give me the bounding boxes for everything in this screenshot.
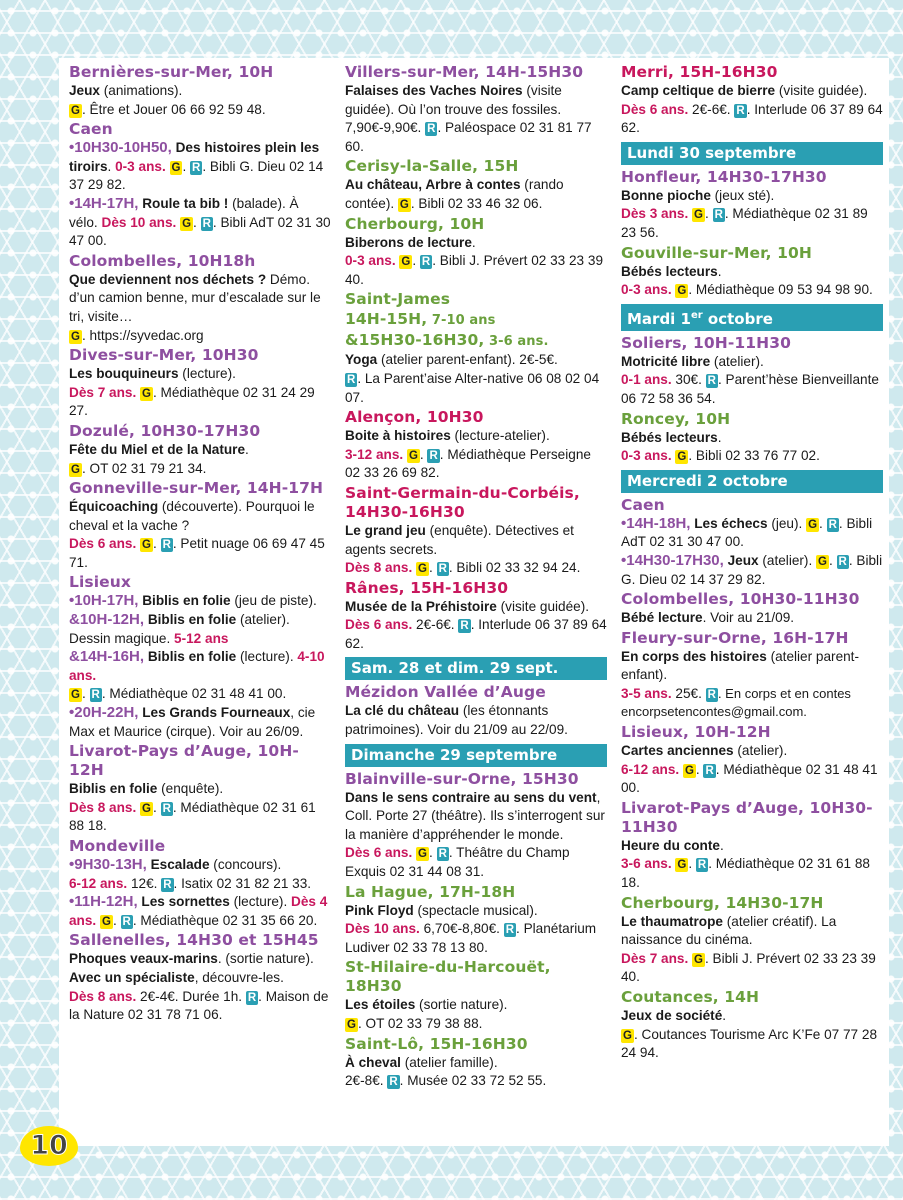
event-heading: Lisieux xyxy=(69,573,131,592)
event-cerisy: Cerisy-la-Salle, 15H Au château, Arbre à contes (rando contée). G . Bibli 02 33 46 32 06. xyxy=(345,157,607,213)
event-heading: Villers-sur-Mer, 14H-15H30 xyxy=(345,63,584,81)
event-gonneville: Gonneville-sur-Mer, 14H-17H Équicoaching (découverte). Pourquoi le cheval et la vache ? Dès 6 ans. G . R . Petit nuage 06 69 47 45 71. xyxy=(69,479,331,572)
event-cherbourg-2: Cherbourg, 14H30-17H Le thaumatrope (atelier créatif). La naissance du cinéma. Dès 7 ans. G . Bibli J. Prévert 02 33 23 39 40. xyxy=(621,894,883,987)
event-dozule: Dozulé, 10H30-17H30 Fête du Miel et de la Nature. G . OT 02 31 79 21 34. xyxy=(69,422,331,478)
event-heading: Saint-Germain-du-Corbéis, 14H30-16H30 xyxy=(345,483,580,521)
event-heading: Merri, 15H-16H30 xyxy=(621,63,778,81)
event-merri: Merri, 15H-16H30 Camp celtique de bierre (visite guidée). Dès 6 ans. 2€-6€. R . Interlude 06 37 89 64 62. xyxy=(621,63,883,136)
event-saint-germain: Saint-Germain-du-Corbéis, 14H30-16H30 Le grand jeu (enquête). Détectives et agents secrets. Dès 8 ans. G . R . Bibli 02 33 32 94 24. xyxy=(345,484,607,578)
badge-g: G xyxy=(71,104,80,117)
event-sallenelles: Sallenelles, 14H30 et 15H45 Phoques veaux-marins. (sortie nature). Avec un spécialiste, découvre-les. Dès 8 ans. 2€-4€. Durée 1h. R . Maison de la Nature 02 31 78 71 06. xyxy=(69,931,331,1024)
event-heading: Cherbourg, 10H xyxy=(345,214,485,233)
column-2 xyxy=(345,62,607,1091)
date-bar: Dimanche 29 septembre xyxy=(345,744,607,767)
event-heading: Honfleur, 14H30-17H30 xyxy=(621,167,827,186)
event-roncey: Roncey, 10H Bébés lecteurs. 0-3 ans. G . Bibli 02 33 76 77 02. xyxy=(621,410,883,466)
event-caen-2: Caen •14H-18H, Les échecs (jeu). G . R . Bibli AdT 02 31 30 47 00. •14H30-17H30, Jeux (atelier). G . R . Bibli G. Dieu 02 14 37 29 82. xyxy=(621,495,883,587)
event-heading: Gonneville-sur-Mer, 14H-17H xyxy=(69,479,324,498)
event-heading: Gouville-sur-Mer, 10H xyxy=(621,243,812,262)
event-saint-lo: Saint-Lô, 15H-16H30 À cheval (atelier famille). 2€-8€. R . Musée 02 33 72 52 55. xyxy=(345,1035,607,1091)
event-heading: Colombelles, 10H18h xyxy=(69,251,256,270)
event-bernieres: Bernières-sur-Mer, 10H Jeux (animations). G . Être et Jouer 06 66 92 59 48. xyxy=(69,63,331,119)
agenda-panel xyxy=(59,58,889,1146)
event-heading: Roncey, 10H xyxy=(621,409,731,428)
event-saint-james: Saint-James 14H-15H, 7-10 ans &15H30-16H30, 3-6 ans. Yoga (atelier parent-enfant). 2€-5€. R . La Parent’aise Alter-native 06 08 02 04 07. xyxy=(345,290,607,407)
event-heading: St-Hilaire-du-Harcouët, 18H30 xyxy=(345,958,551,996)
event-heading: Coutances, 14H xyxy=(621,988,760,1006)
column-3 xyxy=(621,62,883,1063)
event-colombelles: Colombelles, 10H18h Que deviennent nos déchets ? Démo. d’un camion benne, mur d’escalade sur le tri, visite… G . https://syvedac.org xyxy=(69,252,331,345)
event-heading: Dives-sur-Mer, 10H30 xyxy=(69,346,259,365)
event-alencon: Alençon, 10H30 Boite à histoires (lecture-atelier). 3-12 ans. G . R . Médiathèque Perseigne 02 33 26 69 82. xyxy=(345,408,607,483)
event-heading: Fleury-sur-Orne, 16H-17H xyxy=(621,628,849,647)
event-honfleur: Honfleur, 14H30-17H30 Bonne pioche (jeux sté). Dès 3 ans. G . R . Médiathèque 02 31 89 23 56. xyxy=(621,168,883,243)
event-livarot: Livarot-Pays d’Auge, 10H-12H Biblis en folie (enquête). Dès 8 ans. G . R . Médiathèque 02 31 61 88 18. xyxy=(69,742,331,836)
event-mondeville: Mondeville •9H30-13H, Escalade (concours). 6-12 ans. 12€. R . Isatix 02 31 82 21 33. •11H-12H, Les sornettes (lecture). Dès 4 ans. G . R . Médiathèque 02 31 35 66 20. xyxy=(69,837,331,930)
event-heading: Sallenelles, 14H30 et 15H45 xyxy=(69,931,319,950)
event-heading: Lisieux, 10H-12H xyxy=(621,723,771,742)
date-bar: Lundi 30 septembre xyxy=(621,142,883,165)
event-heading: Cerisy-la-Salle, 15H xyxy=(345,157,519,176)
event-lisieux: Lisieux •10H-17H, Biblis en folie (jeu de piste). &10H-12H, Biblis en folie (atelier). Dessin magique. 5-12 ans &14H-16H, Biblis en folie (lecture). 4-10 ans. G . R . Médiathèque 02 31 48 41 00. •20H-22H, Les Grands Fourneaux, cie Max et Maurice (cirque). Voir au 26/09. xyxy=(69,573,331,741)
event-heading: Blainville-sur-Orne, 15H30 xyxy=(345,769,579,788)
event-mezidon: Mézidon Vallée d’Auge La clé du château (les étonnants patrimoines). Voir du 21/09 au 22/09. xyxy=(345,683,607,739)
event-heading: Soliers, 10H-11H30 xyxy=(621,333,791,352)
event-lisieux-2: Lisieux, 10H-12H Cartes anciennes (atelier). 6-12 ans. G . R . Médiathèque 02 31 48 41 00. xyxy=(621,723,883,798)
event-heading: Cherbourg, 14H30-17H xyxy=(621,893,824,912)
event-ranes: Rânes, 15H-16H30 Musée de la Préhistoire (visite guidée). Dès 6 ans. 2€-6€. R . Interlude 06 37 89 64 62. xyxy=(345,578,607,651)
event-caen: Caen •10H30-10H50, Des histoires plein les tiroirs. 0-3 ans. G . R . Bibli G. Dieu 02 14 37 29 82. •14H-17H, Roule ta bib ! (balade). À vélo. Dès 10 ans. G . R . Bibli AdT 02 31 30 47 00. xyxy=(69,120,331,249)
event-la-hague: La Hague, 17H-18H Pink Floyd (spectacle musical). Dès 10 ans. 6,70€-8,80€. R . Planétarium Ludiver 02 33 78 13 80. xyxy=(345,883,607,958)
event-gouville: Gouville-sur-Mer, 10H Bébés lecteurs. 0-3 ans. G . Médiathèque 09 53 94 98 90. xyxy=(621,244,883,300)
page-number: 10 xyxy=(20,1126,78,1166)
event-cherbourg: Cherbourg, 10H Biberons de lecture. 0-3 ans. G . R . Bibli J. Prévert 02 33 23 39 40. xyxy=(345,215,607,290)
event-heading: Dozulé, 10H30-17H30 xyxy=(69,421,261,440)
event-heading: Caen xyxy=(621,495,665,514)
event-heading: Rânes, 15H-16H30 xyxy=(345,578,509,597)
column-1 xyxy=(69,62,331,1025)
event-fleury: Fleury-sur-Orne, 16H-17H En corps des histoires (atelier parent-enfant). 3-5 ans. 25€. R . En corps et en contes encorpsetencontes@gmail.com. xyxy=(621,629,883,722)
date-bar: Sam. 28 et dim. 29 sept. xyxy=(345,657,607,680)
event-heading: Saint-James xyxy=(345,290,451,309)
event-heading: Colombelles, 10H30-11H30 xyxy=(621,590,860,609)
event-heading: Mondeville xyxy=(69,837,166,855)
event-st-hilaire: St-Hilaire-du-Harcouët, 18H30 Les étoiles (sortie nature). G . OT 02 33 79 38 88. xyxy=(345,958,607,1033)
event-colombelles-2: Colombelles, 10H30-11H30 Bébé lecture. Voir au 21/09. xyxy=(621,590,883,628)
event-livarot-2: Livarot-Pays d’Auge, 10H30-11H30 Heure du conte. 3-6 ans. G . R . Médiathèque 02 31 61 88 18. xyxy=(621,799,883,893)
event-heading: Livarot-Pays d’Auge, 10H-12H xyxy=(69,742,299,780)
event-blainville: Blainville-sur-Orne, 15H30 Dans le sens contraire au sens du vent, Coll. Porte 27 (théâtre). Ils s’interrogent sur la manière d’appréhender le monde. Dès 6 ans. G . R . Théâtre du Champ Exquis 02 31 44 08 31. xyxy=(345,770,607,882)
event-heading: Alençon, 10H30 xyxy=(345,408,484,427)
event-coutances: Coutances, 14H Jeux de société. G . Coutances Tourisme Arc K’Fe 07 77 28 24 94. xyxy=(621,988,883,1063)
event-heading: Saint-Lô, 15H-16H30 xyxy=(345,1034,528,1053)
event-heading: Livarot-Pays d’Auge, 10H30-11H30 xyxy=(621,798,873,836)
date-bar: Mardi 1er octobre xyxy=(621,304,883,331)
date-bar: Mercredi 2 octobre xyxy=(621,470,883,493)
event-heading: Mézidon Vallée d’Auge xyxy=(345,683,546,702)
event-dives: Dives-sur-Mer, 10H30 Les bouquineurs (lecture). Dès 7 ans. G . Médiathèque 02 31 24 29 27. xyxy=(69,346,331,421)
event-heading: Bernières-sur-Mer, 10H xyxy=(69,63,274,81)
event-heading: La Hague, 17H-18H xyxy=(345,882,516,901)
event-soliers: Soliers, 10H-11H30 Motricité libre (atelier). 0-1 ans. 30€. R . Parent’hèse Bienveillante 06 72 58 36 54. xyxy=(621,334,883,409)
event-heading: Caen xyxy=(69,120,113,139)
event-villers: Villers-sur-Mer, 14H-15H30 Falaises des Vaches Noires (visite guidée). Où l’on trouve des fossiles. 7,90€-9,90€. R . Paléospace 02 31 81 77 60. xyxy=(345,63,607,156)
